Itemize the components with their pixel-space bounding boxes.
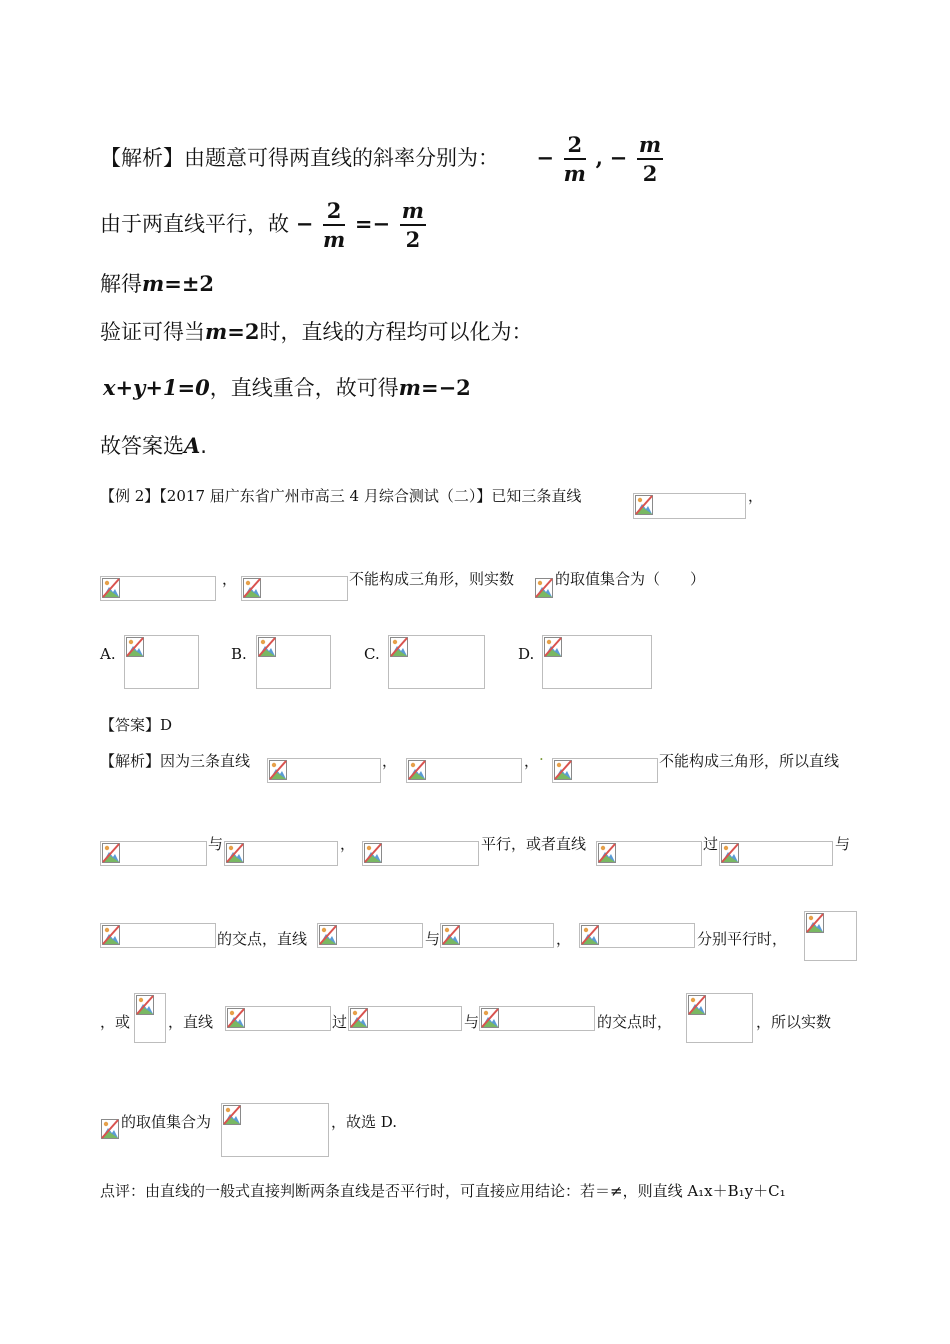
option-b-image xyxy=(256,635,331,689)
option-c-label: C. xyxy=(364,645,380,663)
analysis-label: 【解析】由题意可得两直线的斜率分别为： xyxy=(100,146,499,170)
broken-image-icon xyxy=(581,925,599,945)
broken-image-icon xyxy=(390,637,408,657)
formula-image xyxy=(686,993,753,1043)
analysis-line-5: x+y+1=0，直线重合，故可得m=−2 xyxy=(103,375,471,400)
analysis-line-6: 故答案选A. xyxy=(100,433,207,458)
broken-image-icon xyxy=(544,637,562,657)
formula-image xyxy=(579,923,695,948)
answer-label: 【答案】D xyxy=(100,716,173,734)
broken-image-icon xyxy=(227,1008,245,1028)
formula-image xyxy=(134,993,166,1043)
broken-image-icon xyxy=(721,843,739,863)
example-line2-text: 不能构成三角形，则实数 xyxy=(349,570,515,588)
analysis-line-3: 解得m=±2 xyxy=(100,271,215,296)
broken-image-icon xyxy=(350,1008,368,1028)
formula-image xyxy=(633,493,746,519)
option-c-image xyxy=(388,635,485,689)
formula-image xyxy=(224,841,338,866)
formula-image xyxy=(552,758,658,783)
formula-image xyxy=(221,1103,329,1157)
parallel-fraction-2: $\frac{m}{2}$ xyxy=(401,198,425,252)
option-b-label: B. xyxy=(231,645,247,663)
analysis-line-1: 【解析】由题意可得两直线的斜率分别为： − $\frac{2}{m}$ , − $\frac{m}{2}$ xyxy=(100,132,662,186)
formula-image xyxy=(317,923,423,948)
formula-image xyxy=(100,841,207,866)
broken-image-icon xyxy=(442,925,460,945)
example-line2-end: 的取值集合为（ ） xyxy=(555,570,706,588)
comment-text: 点评：由直线的一般式直接判断两条直线是否平行时，可直接应用结论：若＝≠，则直线 A₁x＋B₁y＋C₁ xyxy=(100,1182,786,1200)
broken-image-icon xyxy=(101,1119,119,1139)
slope-fraction-2: $\frac{m}{2}$ xyxy=(638,132,662,186)
formula-image xyxy=(596,841,702,866)
option-a-label: A. xyxy=(100,645,116,663)
analysis-start: 【解析】因为三条直线 xyxy=(100,752,251,770)
option-d-label: D. xyxy=(518,645,535,663)
broken-image-icon xyxy=(102,578,120,598)
broken-image-icon xyxy=(364,843,382,863)
broken-image-icon xyxy=(136,995,154,1015)
formula-image xyxy=(479,1006,595,1031)
broken-image-icon xyxy=(688,995,706,1015)
broken-image-icon xyxy=(243,578,261,598)
formula-image xyxy=(267,758,381,783)
formula-image xyxy=(362,841,479,866)
analysis-line-4: 验证可得当m=2时，直线的方程均可以化为： xyxy=(100,319,533,344)
formula-image xyxy=(225,1006,331,1031)
comma: ， xyxy=(748,487,764,505)
broken-image-icon xyxy=(319,925,337,945)
broken-image-icon xyxy=(806,913,824,933)
broken-image-icon xyxy=(102,925,120,945)
parallel-fraction-1: $\frac{2}{m}$ xyxy=(322,198,346,252)
option-a-image xyxy=(124,635,199,689)
broken-image-icon xyxy=(223,1105,241,1125)
broken-image-icon xyxy=(258,637,276,657)
broken-image-icon xyxy=(598,843,616,863)
dot: · xyxy=(539,750,544,768)
formula-image xyxy=(719,841,833,866)
slope-fraction-1: $\frac{2}{m}$ xyxy=(563,132,586,186)
broken-image-icon xyxy=(554,760,572,780)
formula-image xyxy=(534,577,554,599)
example-heading: 【例 2】【2017 届广东省广州市高三 4 月综合测试（二）】已知三条直线 xyxy=(100,487,582,505)
formula-image xyxy=(440,923,554,948)
broken-image-icon xyxy=(226,843,244,863)
formula-image xyxy=(406,758,522,783)
broken-image-icon xyxy=(408,760,426,780)
broken-image-icon xyxy=(102,843,120,863)
formula-image xyxy=(241,576,348,601)
formula-image xyxy=(100,923,216,948)
broken-image-icon xyxy=(535,578,553,598)
broken-image-icon xyxy=(635,495,653,515)
broken-image-icon xyxy=(126,637,144,657)
option-d-image xyxy=(542,635,652,689)
analysis-line-2: 由于两直线平行，故 − $\frac{2}{m}$ =− $\frac{m}{2}$ xyxy=(100,198,425,252)
formula-image xyxy=(348,1006,462,1031)
formula-image xyxy=(804,911,857,961)
formula-image xyxy=(100,1118,120,1140)
broken-image-icon xyxy=(269,760,287,780)
formula-image xyxy=(100,576,216,601)
broken-image-icon xyxy=(481,1008,499,1028)
